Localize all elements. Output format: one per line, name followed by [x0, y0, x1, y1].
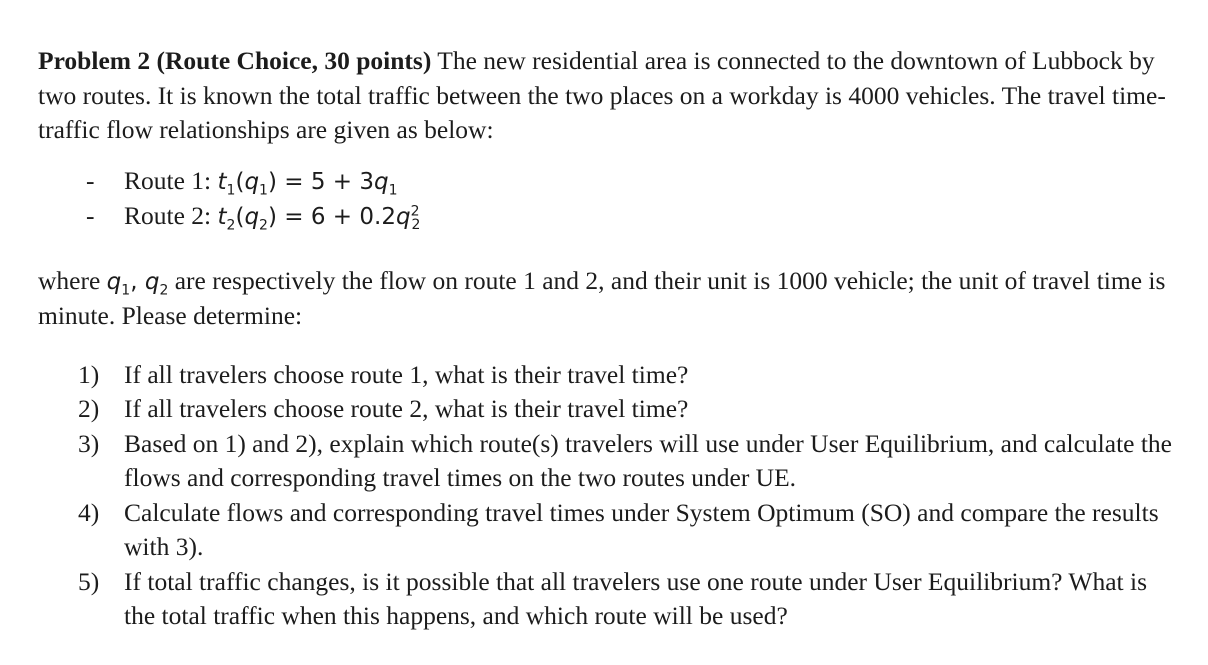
route-list — [38, 164, 1178, 234]
route-2-item — [38, 199, 1178, 234]
question-text: If all travelers choose route 1, what is their travel time? — [124, 359, 689, 389]
bullet-dash: - — [86, 200, 95, 230]
route-1-formula: $t_1(q_1) = 5 + 3q_1$ — [217, 168, 398, 199]
problem-title: Problem 2 (Route Choice, 30 points) — [38, 46, 432, 75]
question-number: 5) — [78, 566, 100, 596]
problem-statement — [38, 44, 1178, 148]
question-text: If total traffic changes, is it possible that all travelers use one route under User Equilibrium? What is the total traffic when this happens, and which route will be used? — [124, 566, 1148, 630]
question-number: 3) — [78, 428, 100, 458]
problem-intro: The new residential area is connected to the downtown of Lubbock by two routes. It is known the total traffic between the two places on a workday is 4000 vehicles. The travel time-traffic flow relationships are given as below: — [38, 46, 1166, 144]
where-paragraph — [38, 264, 1178, 334]
question-text: If all travelers choose route 2, what is their travel time? — [124, 394, 689, 423]
route-1-item — [38, 164, 1178, 199]
question-text: Calculate flows and corresponding travel times under System Optimum (SO) and compare the results with 3). — [124, 497, 1159, 561]
problem-document — [38, 44, 1178, 634]
where-text: are respectively the flow on route 1 and 2, and their unit is 1000 vehicle; the unit of travel time is minute. Please determine: — [38, 265, 1166, 330]
route-2-formula: $t_2(q_2) = 6 + 0.2q^2_2$ — [217, 202, 421, 234]
where-vars: $q_1$, $q_2$ — [106, 268, 169, 299]
question-item — [38, 496, 1178, 565]
question-number: 2) — [78, 394, 100, 423]
route-2-label: Route 2: — [124, 200, 212, 230]
question-list — [38, 358, 1178, 634]
question-text: Based on 1) and 2), explain which route(s) travelers will use under User Equilibrium, and calculate the flows and corresponding travel times on the two routes under UE. — [124, 428, 1173, 492]
question-item — [38, 565, 1178, 634]
route-1-label: Route 1: — [124, 165, 212, 195]
question-number: 1) — [78, 359, 100, 389]
question-item — [38, 427, 1178, 496]
question-item — [38, 358, 1178, 393]
question-number: 4) — [78, 497, 100, 527]
bullet-dash: - — [86, 165, 95, 195]
where-prefix: where — [38, 265, 101, 295]
question-item — [38, 392, 1178, 427]
